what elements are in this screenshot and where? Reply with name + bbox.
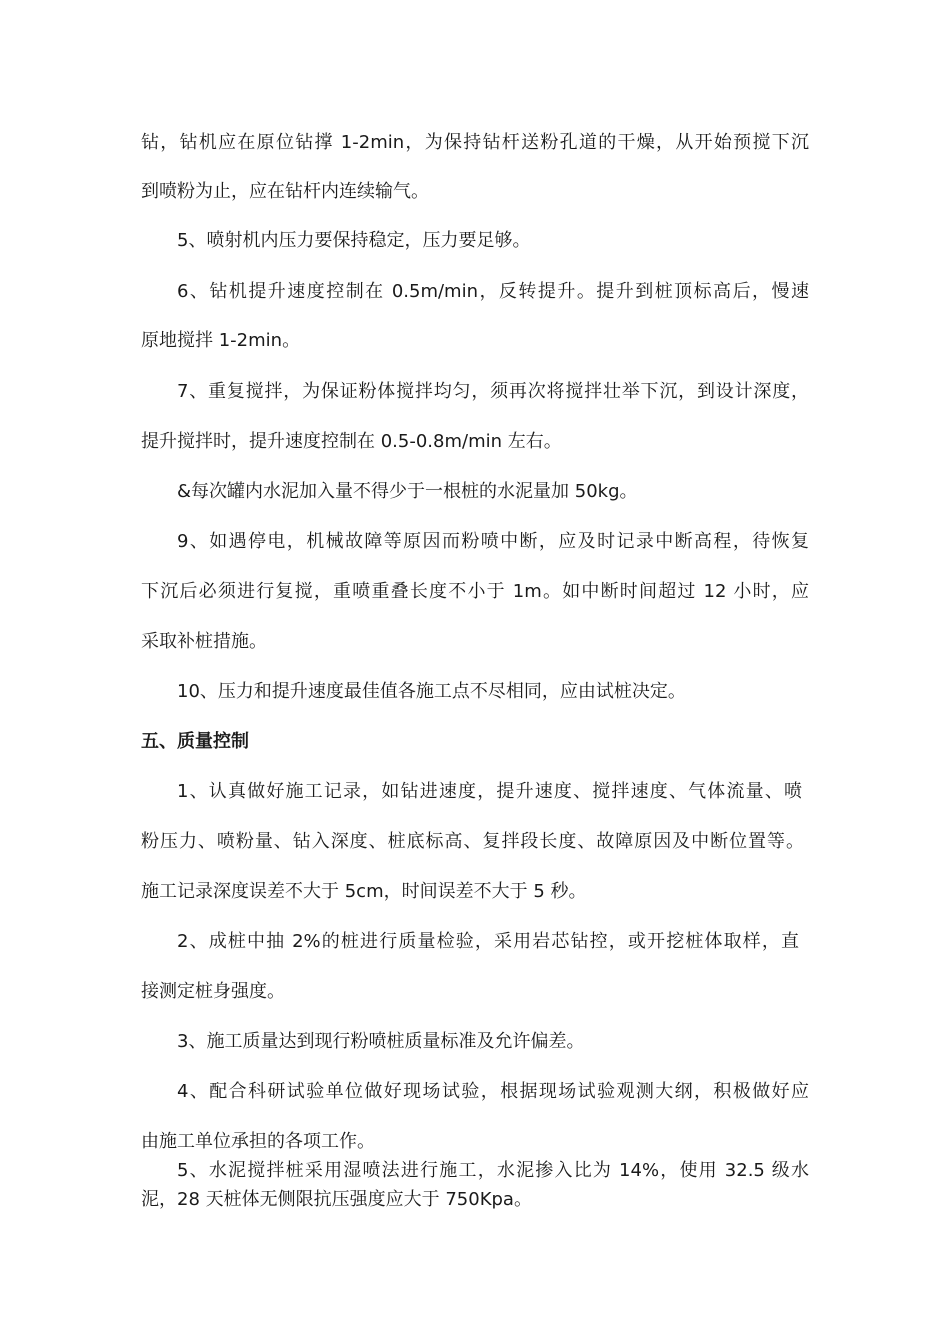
body-line: 原地搅拌 1-2min。 <box>141 330 301 351</box>
body-line: 3、施工质量达到现行粉喷桩质量标准及允许偏差。 <box>177 1031 585 1052</box>
body-line: 钻，钻机应在原位钻撑 1-2min，为保持钻杆送粉孔道的干燥，从开始预搅下沉 <box>141 132 809 153</box>
body-line: 7、重复搅拌，为保证粉体搅拌均匀，须再次将搅拌壮举下沉，到设计深度， <box>177 381 809 402</box>
body-line: 施工记录深度误差不大于 5cm，时间误差不大于 5 秒。 <box>141 881 587 902</box>
body-line: 采取补桩措施。 <box>141 631 267 652</box>
body-line: 5、水泥搅拌桩采用湿喷法进行施工，水泥掺入比为 14%，使用 32.5 级水 <box>177 1160 809 1181</box>
section-heading: 五、质量控制 <box>141 731 249 752</box>
body-line: 由施工单位承担的各项工作。 <box>141 1131 375 1152</box>
body-line: 粉压力、喷粉量、钻入深度、桩底标高、复拌段长度、故障原因及中断位置等。 <box>141 831 804 852</box>
body-line: &每次罐内水泥加入量不得少于一根桩的水泥量加 50kg。 <box>177 481 638 502</box>
body-line: 6、钻机提升速度控制在 0.5m/min，反转提升。提升到桩顶标高后，慢速 <box>177 281 809 302</box>
body-line: 2、成桩中抽 2%的桩进行质量检验，采用岩芯钻控，或开挖桩体取样，直 <box>177 931 799 952</box>
body-line: 接测定桩身强度。 <box>141 981 285 1002</box>
body-line: 下沉后必须进行复搅，重喷重叠长度不小于 1m。如中断时间超过 12 小时，应 <box>141 581 809 602</box>
body-line: 泥，28 天桩体无侧限抗压强度应大于 750Kpa。 <box>141 1189 532 1210</box>
body-line: 10、压力和提升速度最佳值各施工点不尽相同，应由试桩决定。 <box>177 681 686 702</box>
body-line: 到喷粉为止，应在钻杆内连续输气。 <box>141 181 429 202</box>
body-line: 5、喷射机内压力要保持稳定，压力要足够。 <box>177 230 531 251</box>
body-line: 4、配合科研试验单位做好现场试验，根据现场试验观测大纲，积极做好应 <box>177 1081 809 1102</box>
body-line: 提升搅拌时，提升速度控制在 0.5-0.8m/min 左右。 <box>141 431 562 452</box>
body-line: 1、认真做好施工记录，如钻进速度，提升速度、搅拌速度、气体流量、喷 <box>177 781 802 802</box>
body-line: 9、如遇停电，机械故障等原因而粉喷中断，应及时记录中断高程，待恢复 <box>177 531 809 552</box>
